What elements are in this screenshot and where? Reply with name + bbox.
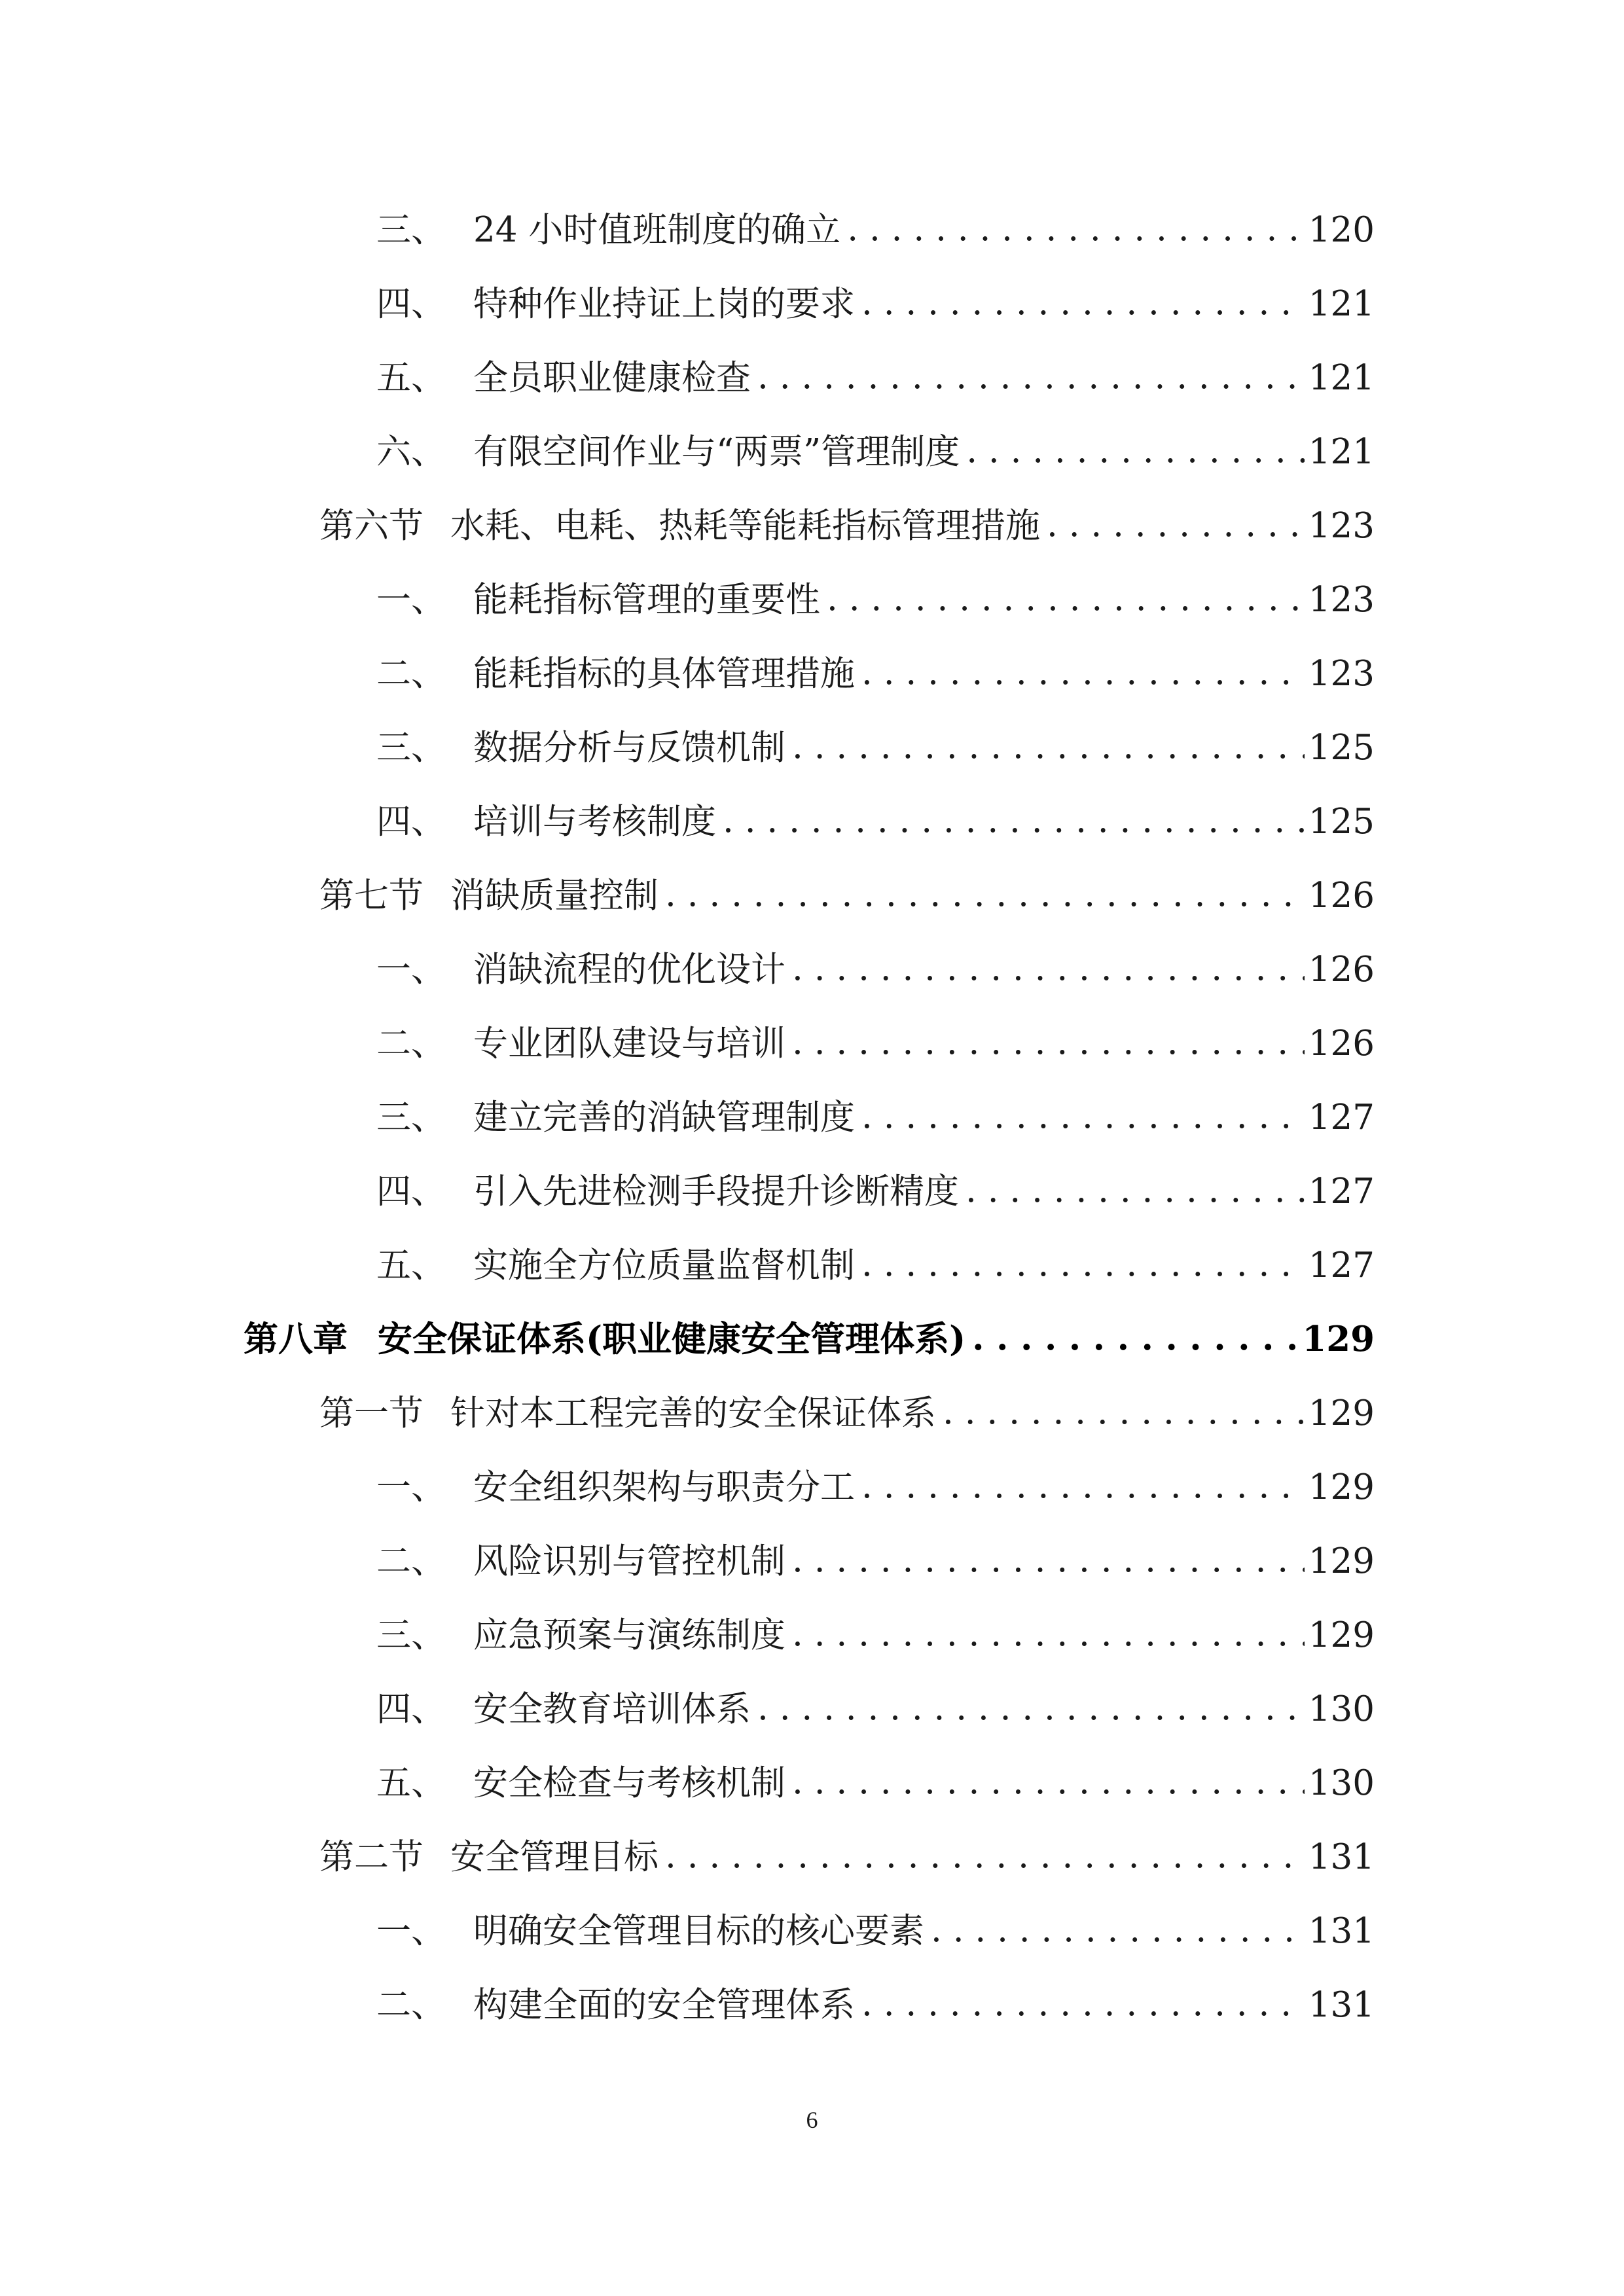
toc-entry-number: 四、: [376, 1689, 446, 1727]
toc-dot-leader: [757, 1691, 1305, 1725]
toc-entry-title: 能耗指标管理的重要性: [473, 580, 820, 617]
toc-dot-leader: [861, 1469, 1305, 1503]
toc-entry-item[interactable]: [376, 713, 1375, 765]
toc-dot-leader: [723, 803, 1305, 838]
toc-dot-leader: [1047, 507, 1305, 542]
toc-entry-item[interactable]: [376, 1600, 1375, 1653]
toc-entry-title: 安全检查与考核机制: [473, 1763, 785, 1801]
toc-entry-section[interactable]: [319, 1822, 1375, 1874]
toc-entry-item[interactable]: [376, 1452, 1375, 1505]
page-number: 6: [806, 2107, 818, 2133]
toc-entry-item[interactable]: [376, 565, 1375, 617]
toc-entry-title: 安全管理目标: [450, 1837, 659, 1874]
toc-entry-number: 五、: [376, 1763, 446, 1801]
toc-entry-page: 127: [1308, 1098, 1375, 1135]
toc-dot-leader: [792, 1765, 1305, 1799]
toc-entry-title: 培训与考核制度: [473, 802, 716, 839]
toc-entry-section[interactable]: [319, 491, 1375, 543]
toc-entry-page: 129: [1308, 1615, 1375, 1653]
toc-entry-item[interactable]: [376, 195, 1375, 247]
toc-entry-page: 125: [1308, 728, 1375, 765]
toc-dot-leader: [792, 951, 1305, 986]
toc-entry-page: 129: [1308, 1467, 1375, 1505]
toc-entry-item[interactable]: [376, 935, 1375, 987]
toc-entry-item[interactable]: [376, 1009, 1375, 1061]
toc-entry-title: 实施全方位质量监督机制: [473, 1246, 855, 1283]
toc-entry-page: 130: [1308, 1763, 1375, 1801]
toc-entry-page: 123: [1308, 580, 1375, 617]
toc-entry-title: 风险识别与管控机制: [473, 1541, 785, 1579]
toc-entry-item[interactable]: [376, 1970, 1375, 2022]
toc-dot-leader: [972, 1321, 1298, 1355]
toc-entry-number: 二、: [376, 1024, 446, 1061]
toc-entry-title: 安全教育培训体系: [473, 1689, 751, 1727]
toc-dot-leader: [757, 359, 1305, 394]
toc-entry-number: 第一节: [319, 1393, 424, 1431]
toc-entry-page: 129: [1308, 1541, 1375, 1579]
toc-entry-item[interactable]: [376, 1157, 1375, 1209]
toc-entry-page: 130: [1308, 1689, 1375, 1727]
toc-entry-title: 水耗、电耗、热耗等能耗指标管理措施: [450, 506, 1040, 543]
toc-dot-leader: [861, 1247, 1305, 1282]
toc-entry-title: 消缺质量控制: [450, 876, 659, 913]
toc-entry-chapter[interactable]: [244, 1304, 1375, 1357]
toc-entry-title: 全员职业健康检查: [473, 358, 751, 395]
toc-dot-leader: [861, 655, 1305, 690]
toc-dot-leader: [792, 1543, 1305, 1577]
toc-dot-leader: [861, 285, 1305, 320]
toc-entry-title: 安全保证体系(职业健康安全管理体系): [378, 1319, 966, 1357]
toc-entry-page: 123: [1308, 506, 1375, 543]
toc-dot-leader: [665, 1839, 1305, 1873]
toc-dot-leader: [861, 1986, 1305, 2021]
toc-entry-page: 131: [1308, 1837, 1375, 1874]
toc-entry-page: 127: [1308, 1172, 1375, 1209]
toc-entry-number: 二、: [376, 1985, 446, 2022]
toc-entry-section[interactable]: [319, 1378, 1375, 1431]
toc-entry-title: 消缺流程的优化设计: [473, 950, 785, 987]
toc-entry-title: 专业团队建设与培训: [473, 1024, 785, 1061]
toc-entry-item[interactable]: [376, 417, 1375, 469]
toc-entry-title: 建立完善的消缺管理制度: [473, 1098, 855, 1135]
toc-entry-item[interactable]: [376, 269, 1375, 321]
toc-entry-number: 一、: [376, 1467, 446, 1505]
toc-entry-item[interactable]: [376, 1526, 1375, 1579]
toc-entry-number: 六、: [376, 432, 446, 469]
toc-entry-number: 五、: [376, 1246, 446, 1283]
toc-entry-number: 三、: [376, 1098, 446, 1135]
toc-entry-number: 四、: [376, 1172, 446, 1209]
toc-entry-number: 第二节: [319, 1837, 424, 1874]
toc-entry-title: 特种作业持证上岗的要求: [473, 284, 855, 321]
toc-dot-leader: [792, 729, 1305, 764]
toc-entry-number: 第八章: [244, 1319, 348, 1357]
toc-entry-number: 一、: [376, 950, 446, 987]
toc-entry-item[interactable]: [376, 639, 1375, 691]
toc-entry-item[interactable]: [376, 1674, 1375, 1727]
toc-entry-title: 数据分析与反馈机制: [473, 728, 785, 765]
toc-entry-number: 四、: [376, 802, 446, 839]
toc-entry-item[interactable]: [376, 1896, 1375, 1948]
toc-entry-title: 应急预案与演练制度: [473, 1615, 785, 1653]
toc-entry-section[interactable]: [319, 861, 1375, 913]
toc-entry-page: 126: [1308, 1024, 1375, 1061]
toc-entry-page: 123: [1308, 654, 1375, 691]
toc-entry-number: 四、: [376, 284, 446, 321]
toc-entry-page: 129: [1302, 1319, 1375, 1357]
toc-entry-page: 125: [1308, 802, 1375, 839]
toc-entry-item[interactable]: [376, 1230, 1375, 1283]
toc-entry-title: 构建全面的安全管理体系: [473, 1985, 855, 2022]
toc-entry-number: 二、: [376, 1541, 446, 1579]
toc-dot-leader: [861, 1099, 1305, 1134]
toc-dot-leader: [966, 433, 1305, 468]
toc-entry-title: 引入先进检测手段提升诊断精度: [473, 1172, 959, 1209]
toc-entry-page: 126: [1308, 876, 1375, 913]
toc-dot-leader: [827, 581, 1305, 616]
toc-entry-page: 121: [1308, 284, 1375, 321]
toc-entry-item[interactable]: [376, 1748, 1375, 1801]
toc-entry-page: 131: [1308, 1985, 1375, 2022]
toc-entry-title: 能耗指标的具体管理措施: [473, 654, 855, 691]
toc-dot-leader: [792, 1025, 1305, 1060]
toc-entry-number: 二、: [376, 654, 446, 691]
toc-entry-number: 第七节: [319, 876, 424, 913]
toc-entry-number: 一、: [376, 580, 446, 617]
toc-dot-leader: [792, 1617, 1305, 1651]
toc-entry-number: 三、: [376, 210, 446, 247]
toc-entry-number: 第六节: [319, 506, 424, 543]
toc-entry-page: 120: [1308, 210, 1375, 247]
toc-entry-title: 安全组织架构与职责分工: [473, 1467, 855, 1505]
toc-entry-item[interactable]: [376, 343, 1375, 395]
toc-entry-number: 三、: [376, 728, 446, 765]
toc-dot-leader: [943, 1395, 1305, 1429]
toc-entry-page: 121: [1308, 358, 1375, 395]
toc-entry-page: 129: [1308, 1393, 1375, 1431]
toc-dot-leader: [847, 211, 1305, 246]
toc-entry-number: 一、: [376, 1911, 446, 1948]
toc-dot-leader: [665, 877, 1305, 912]
toc-entry-number: 三、: [376, 1615, 446, 1653]
toc-entry-page: 126: [1308, 950, 1375, 987]
toc-entry-title: 有限空间作业与“两票”管理制度: [473, 432, 960, 469]
toc-entry-title: 24 小时值班制度的确立: [473, 210, 841, 247]
toc-dot-leader: [931, 1912, 1305, 1947]
toc-entry-page: 127: [1308, 1246, 1375, 1283]
toc-entry-number: 五、: [376, 358, 446, 395]
toc-entry-item[interactable]: [376, 787, 1375, 839]
toc-entry-page: 121: [1308, 432, 1375, 469]
toc-dot-leader: [965, 1173, 1305, 1208]
toc-entry-page: 131: [1308, 1911, 1375, 1948]
toc-entry-title: 针对本工程完善的安全保证体系: [450, 1393, 936, 1431]
toc-entry-item[interactable]: [376, 1083, 1375, 1135]
toc-entry-title: 明确安全管理目标的核心要素: [473, 1911, 924, 1948]
